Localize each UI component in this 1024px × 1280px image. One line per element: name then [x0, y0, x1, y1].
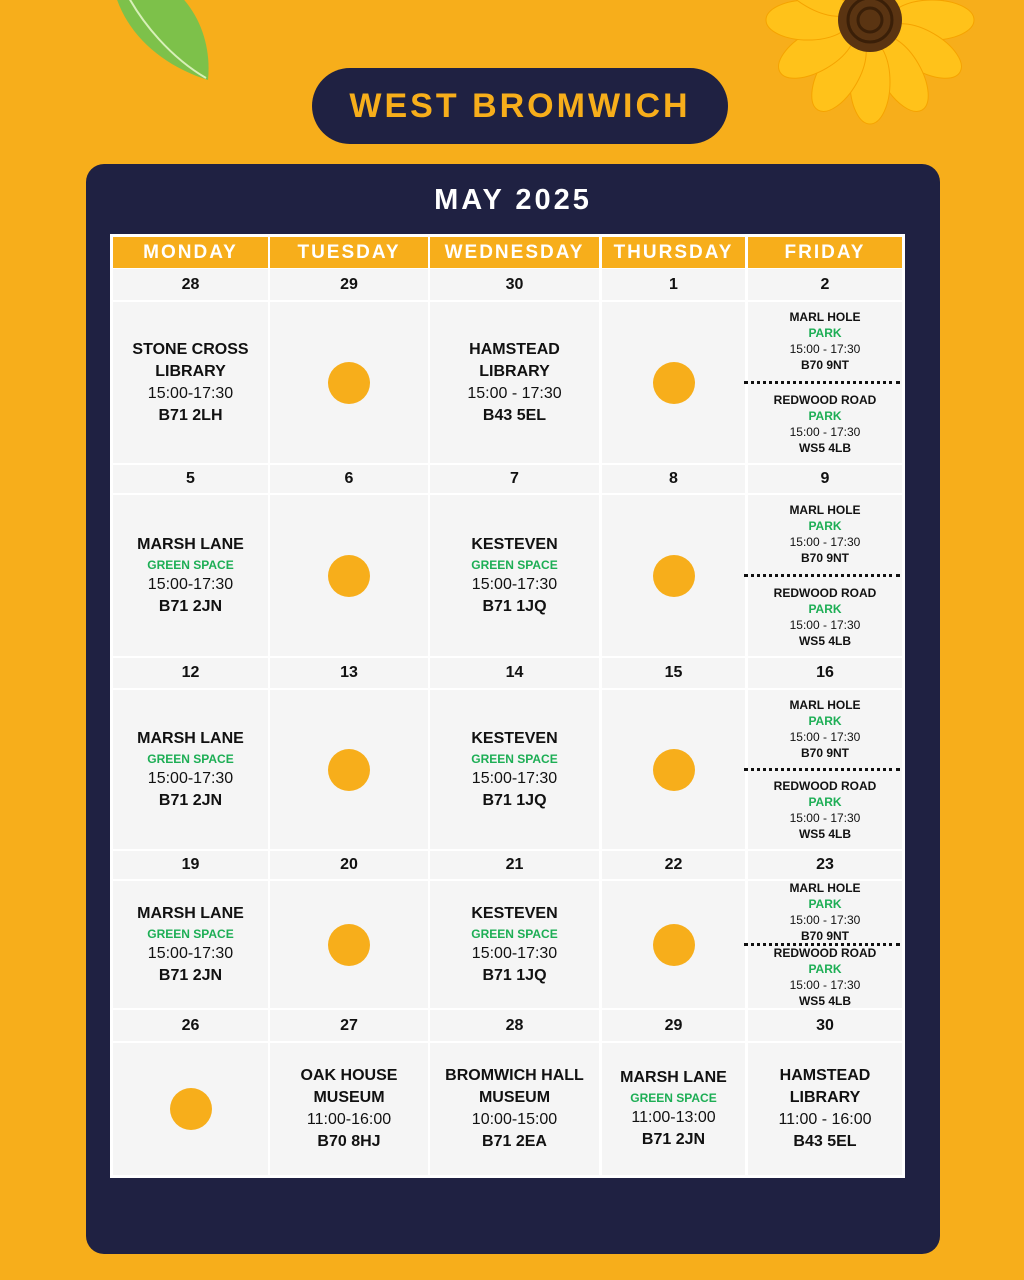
venue-name: KESTEVEN — [471, 729, 558, 747]
postcode: B70 9NT — [800, 551, 850, 566]
session-info — [430, 690, 599, 849]
day-cell — [602, 1043, 745, 1175]
date-number: 26 — [113, 1010, 268, 1041]
date-number: 13 — [270, 658, 428, 688]
venue-tag: PARK — [808, 713, 842, 728]
session-info — [430, 881, 599, 1008]
postcode: WS5 4LB — [798, 440, 851, 455]
day-header-tuesday: TUESDAY — [270, 237, 428, 268]
sun-dot-icon — [653, 749, 695, 791]
session-time: 15:00 - 17:30 — [789, 912, 861, 927]
sun-dot-icon — [328, 749, 370, 791]
venue-tag: PARK — [808, 962, 842, 977]
session-time: 15:00-17:30 — [147, 769, 234, 787]
day-cell — [430, 1043, 599, 1175]
date-number: 20 — [270, 851, 428, 879]
day-cell — [748, 690, 902, 849]
venue-name: MARL HOLE — [789, 880, 861, 895]
date-number: 2 — [748, 269, 902, 300]
friday-session-top — [748, 302, 902, 381]
date-number: 23 — [748, 851, 902, 879]
date-number: 28 — [113, 269, 268, 300]
session-info — [430, 495, 599, 656]
postcode: WS5 4LB — [798, 827, 851, 842]
venue-name: LIBRARY — [155, 362, 226, 380]
venue-name: MARSH LANE — [620, 1069, 727, 1086]
venue-name: REDWOOD ROAD — [773, 779, 877, 794]
sun-dot-icon — [653, 362, 695, 404]
session-info — [602, 1043, 745, 1175]
session-info — [270, 1043, 428, 1175]
venue-tag: GREEN SPACE — [147, 926, 234, 941]
session-time: 15:00 - 17:30 — [789, 811, 861, 826]
day-cell — [430, 690, 599, 849]
session-info — [748, 1043, 902, 1175]
venue-name: LIBRARY — [479, 362, 550, 380]
calendar-grid — [110, 234, 905, 1178]
postcode: B71 2LH — [158, 406, 223, 424]
date-number: 30 — [748, 1010, 902, 1041]
day-cell — [430, 495, 599, 656]
sun-dot-icon — [170, 1088, 212, 1130]
session-time: 15:00-17:30 — [471, 575, 558, 593]
sun-dot-icon — [328, 924, 370, 966]
day-cell — [602, 881, 745, 1008]
sun-dot-icon — [328, 362, 370, 404]
session-info — [113, 495, 268, 656]
venue-tag: GREEN SPACE — [471, 926, 558, 941]
venue-name: MUSEUM — [478, 1089, 551, 1106]
postcode: B71 1JQ — [482, 966, 547, 984]
postcode: B71 2JN — [158, 966, 223, 984]
venue-name: KESTEVEN — [471, 904, 558, 922]
session-time: 15:00 - 17:30 — [789, 617, 861, 632]
venue-name: MARL HOLE — [789, 697, 861, 712]
session-time: 15:00 - 17:30 — [789, 729, 861, 744]
title-banner — [312, 68, 728, 144]
venue-name: MARSH LANE — [137, 535, 244, 553]
venue-name: MARL HOLE — [789, 310, 861, 325]
date-number: 8 — [602, 465, 745, 493]
day-cell — [748, 881, 902, 1008]
day-cell — [270, 1043, 428, 1175]
friday-session-top — [748, 690, 902, 768]
day-cell — [113, 1043, 268, 1175]
session-info — [113, 690, 268, 849]
session-time: 11:00-16:00 — [306, 1111, 392, 1128]
session-time: 15:00-17:30 — [147, 575, 234, 593]
date-number: 14 — [430, 658, 599, 688]
venue-tag: GREEN SPACE — [471, 751, 558, 766]
postcode: B70 8HJ — [317, 1133, 381, 1150]
venue-name: MARL HOLE — [789, 503, 861, 518]
venue-tag: PARK — [808, 326, 842, 341]
postcode: B70 9NT — [800, 928, 850, 943]
day-cell — [113, 881, 268, 1008]
session-info — [113, 302, 268, 463]
date-number: 22 — [602, 851, 745, 879]
friday-session-bottom — [748, 947, 902, 1009]
session-time: 15:00 - 17:30 — [789, 535, 861, 550]
session-info — [430, 302, 599, 463]
venue-tag: PARK — [808, 519, 842, 534]
date-number: 28 — [430, 1010, 599, 1041]
day-cell — [748, 1043, 902, 1175]
date-number: 27 — [270, 1010, 428, 1041]
venue-name: HAMSTEAD — [779, 1067, 871, 1084]
date-number: 7 — [430, 465, 599, 493]
session-divider — [744, 574, 900, 577]
session-time: 15:00 - 17:30 — [789, 424, 861, 439]
day-header-monday: MONDAY — [113, 237, 268, 268]
day-cell — [430, 881, 599, 1008]
day-header-thursday: THURSDAY — [602, 237, 745, 268]
venue-tag: GREEN SPACE — [147, 557, 234, 572]
day-cell — [430, 302, 599, 463]
date-number: 29 — [270, 269, 428, 300]
date-number: 9 — [748, 465, 902, 493]
session-time: 15:00 - 17:30 — [789, 342, 861, 357]
day-header-friday: FRIDAY — [748, 237, 902, 268]
day-cell — [602, 690, 745, 849]
session-info — [430, 1043, 599, 1175]
venue-name: REDWOOD ROAD — [773, 392, 877, 407]
venue-tag: PARK — [808, 795, 842, 810]
friday-session-bottom — [748, 385, 902, 464]
date-number: 1 — [602, 269, 745, 300]
venue-name: MARSH LANE — [137, 729, 244, 747]
session-time: 11:00-13:00 — [631, 1109, 716, 1126]
venue-tag: PARK — [808, 408, 842, 423]
session-time: 15:00-17:30 — [471, 769, 558, 787]
venue-name: KESTEVEN — [471, 535, 558, 553]
day-cell — [270, 302, 428, 463]
sun-dot-icon — [653, 924, 695, 966]
day-cell — [113, 302, 268, 463]
session-time: 15:00-17:30 — [147, 944, 234, 962]
date-number: 5 — [113, 465, 268, 493]
date-number: 29 — [602, 1010, 745, 1041]
date-number: 21 — [430, 851, 599, 879]
sun-dot-icon — [328, 555, 370, 597]
session-time: 15:00-17:30 — [471, 944, 558, 962]
date-number: 30 — [430, 269, 599, 300]
session-time: 15:00 - 17:30 — [789, 978, 861, 993]
session-time: 15:00 - 17:30 — [467, 384, 562, 402]
sunflower-icon — [750, 0, 990, 130]
day-cell — [113, 690, 268, 849]
venue-name: STONE CROSS — [132, 340, 249, 358]
postcode: B70 9NT — [800, 745, 850, 760]
session-time: 10:00-15:00 — [471, 1111, 558, 1128]
venue-tag: GREEN SPACE — [147, 751, 234, 766]
venue-tag: GREEN SPACE — [630, 1091, 717, 1105]
day-cell — [270, 495, 428, 656]
date-number: 6 — [270, 465, 428, 493]
venue-name: OAK HOUSE — [300, 1067, 398, 1084]
session-info — [113, 881, 268, 1008]
venue-name: HAMSTEAD — [469, 340, 560, 358]
friday-session-bottom — [748, 772, 902, 850]
day-cell — [748, 495, 902, 656]
venue-name: MUSEUM — [313, 1089, 385, 1106]
venue-name: MARSH LANE — [137, 904, 244, 922]
date-number: 15 — [602, 658, 745, 688]
venue-name: REDWOOD ROAD — [773, 585, 877, 600]
sun-dot-icon — [653, 555, 695, 597]
page-title: WEST BROMWICH — [349, 86, 691, 125]
session-time: 15:00-17:30 — [147, 384, 234, 402]
venue-name: BROMWICH HALL — [445, 1067, 584, 1084]
day-cell — [602, 302, 745, 463]
venue-tag: PARK — [808, 601, 842, 616]
month-title: MAY 2025 — [434, 184, 592, 216]
friday-session-bottom — [748, 578, 902, 657]
day-cell — [270, 881, 428, 1008]
session-divider — [744, 381, 900, 384]
day-header-wednesday: WEDNESDAY — [430, 237, 599, 268]
postcode: B43 5EL — [793, 1133, 857, 1150]
friday-session-top — [748, 495, 902, 574]
postcode: B71 2JN — [641, 1131, 706, 1148]
postcode: B70 9NT — [800, 358, 850, 373]
postcode: B43 5EL — [482, 406, 547, 424]
venue-tag: GREEN SPACE — [471, 557, 558, 572]
session-divider — [744, 768, 900, 771]
leaf-icon — [100, 0, 230, 100]
date-number: 12 — [113, 658, 268, 688]
postcode: WS5 4LB — [798, 633, 851, 648]
venue-tag: PARK — [808, 896, 842, 911]
venue-name: LIBRARY — [789, 1089, 861, 1106]
postcode: WS5 4LB — [798, 994, 851, 1009]
friday-session-top — [748, 881, 902, 943]
postcode: B71 1JQ — [482, 597, 547, 615]
date-number: 19 — [113, 851, 268, 879]
session-time: 11:00 - 16:00 — [778, 1111, 872, 1128]
venue-name: REDWOOD ROAD — [773, 946, 877, 961]
day-cell — [113, 495, 268, 656]
day-cell — [748, 302, 902, 463]
day-cell — [270, 690, 428, 849]
postcode: B71 2JN — [158, 791, 223, 809]
postcode: B71 2JN — [158, 597, 223, 615]
date-number: 16 — [748, 658, 902, 688]
postcode: B71 2EA — [482, 1133, 547, 1150]
postcode: B71 1JQ — [482, 791, 547, 809]
day-cell — [602, 495, 745, 656]
